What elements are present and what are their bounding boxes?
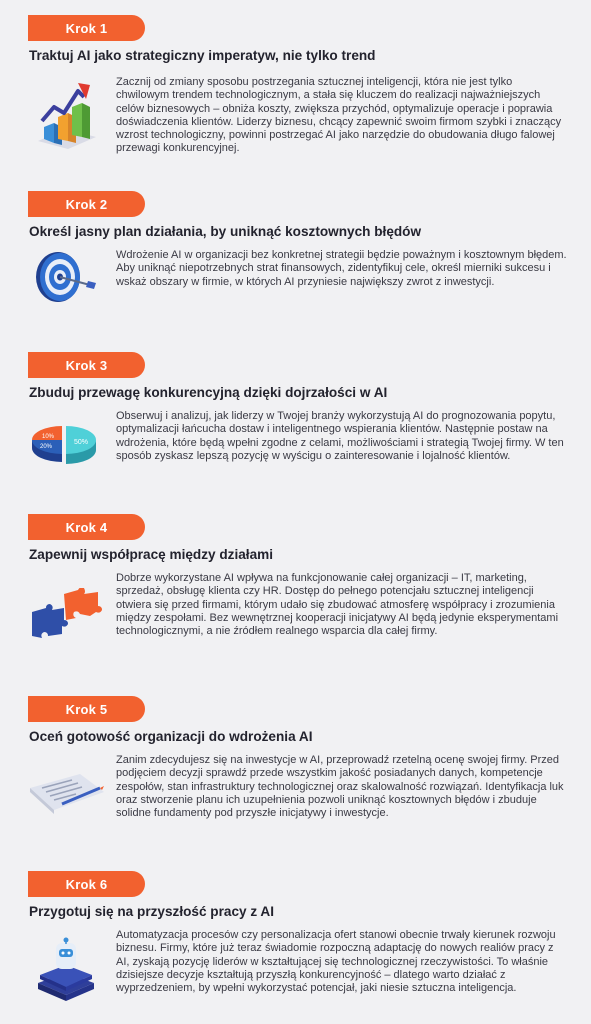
- step-badge: Krok 6: [28, 871, 145, 897]
- step-title: Zapewnij współpracę między działami: [29, 547, 274, 562]
- pie-label: 50%: [74, 439, 89, 446]
- step-description: Zanim zdecydujesz się na inwestycje w AI, przeprowadź rzetelną ocenę swojej firmy. Przed podjęciem decyzji sprawdź przede wszystkim jakość posiadanych danych, kompetencje zespołów, stan infrastruktury technologicznej oraz skalowalność rozwiązań. Identyfikacja luk oraz stworzenie planu ich uzupełnienia pozwoli uniknąć kosztownych błędów i zbuduje solidne fundamenty pod przyszłe inicjatywy i inwestycje.: [116, 754, 564, 820]
- step-description: Obserwuj i analizuj, jak liderzy w Twojej branży wykorzystują AI do prognozowania popytu, optymalizacji łańcucha dostaw i inteligentnego wspierania klientów. Następnie postaw na wdrożenia, które będą wpełni zgodne z celami, możliwościami i strategią Twojej firmy. W ten sposób zyskasz lepszą pozycję w wyścigu o zainteresowanie i lojalność klientów.: [116, 410, 564, 462]
- step-description: Wdrożenie AI w organizacji bez konkretnej strategii będzie poważnym i kosztownym błędem. Aby uniknąć niepotrzebnych strat finansowych, zidentyfikuj cele, określ mierniki sukcesu i wskaż obszary w firmie, w których AI przyniesie największy zwrot z inwestycji.: [116, 249, 567, 288]
- step-title: Określ jasny plan działania, by uniknąć kosztownych błędów: [29, 224, 422, 239]
- pie-label: 10%: [42, 434, 55, 440]
- step-badge: Krok 5: [28, 696, 145, 722]
- step-badge: Krok 4: [28, 514, 145, 540]
- step-description: Zacznij od zmiany sposobu postrzegania sztucznej inteligencji, która nie jest tylko chwilowym trendem technologicznym, a stała się kluczem do realizacji najważniejszych celów biznesowych – obniża koszty, zwiększa przychód, optymalizuje operacje i poprawia doświadczenia klientów. Liderzy biznesu, chcący zapewnić swoim firmom szybki i znaczący wzrost technologiczny, powinni postrzegać AI jako narzędzie do obudowania długo falowej przewagi konkurencyjnej.: [116, 76, 562, 155]
- puzzle-icon: [28, 588, 106, 660]
- step-title: Traktuj AI jako strategiczny imperatyw, nie tylko trend: [29, 48, 376, 63]
- step-badge: Krok 1: [28, 15, 145, 41]
- ai-robot-server-icon: [28, 937, 106, 1009]
- step-badge: Krok 2: [28, 191, 145, 217]
- document-pen-icon: [28, 770, 106, 842]
- growth-chart-icon: [28, 77, 106, 149]
- step-title: Zbuduj przewagę konkurencyjną dzięki dojrzałości w AI: [29, 385, 388, 400]
- pie-label: 20%: [40, 444, 53, 450]
- target-icon: [28, 247, 106, 319]
- step-description: Automatyzacja procesów czy personalizacja ofert stanowi obecnie trwały kierunek rozwoju biznesu. Firmy, które już teraz świadomie rozpoczną adaptację do nowych realiów pracy z AI, zyskają pozycję liderów w kształtującej się technologicznej rzeczywistości. To właśnie dzisiejsze decyzje kształtują przyszłą konkurencyjność – dlatego warto działać z wyprzedzeniem, by wpełni wykorzystać potencjał, jaki niesie sztuczna inteligencja.: [116, 929, 556, 995]
- step-badge: Krok 3: [28, 352, 145, 378]
- step-description: Dobrze wykorzystane AI wpływa na funkcjonowanie całej organizacji – IT, marketing, sprzedaż, obsługę klienta czy HR. Dostęp do pełnego potencjału sztucznej inteligencji otwiera się przed firmami, którym udało się zbudować atmosferę współpracy i zrozumienia między zespołami. Bez wewnętrznej kooperacji inicjatywy AI będą jedynie eksperymentami technologicznymi, a nie źródłem realnego wsparcia dla całej firmy.: [116, 572, 559, 638]
- step-title: Przygotuj się na przyszłość pracy z AI: [29, 904, 275, 919]
- pie-chart-icon: [28, 418, 106, 490]
- step-title: Oceń gotowość organizacji do wdrożenia AI: [29, 729, 313, 744]
